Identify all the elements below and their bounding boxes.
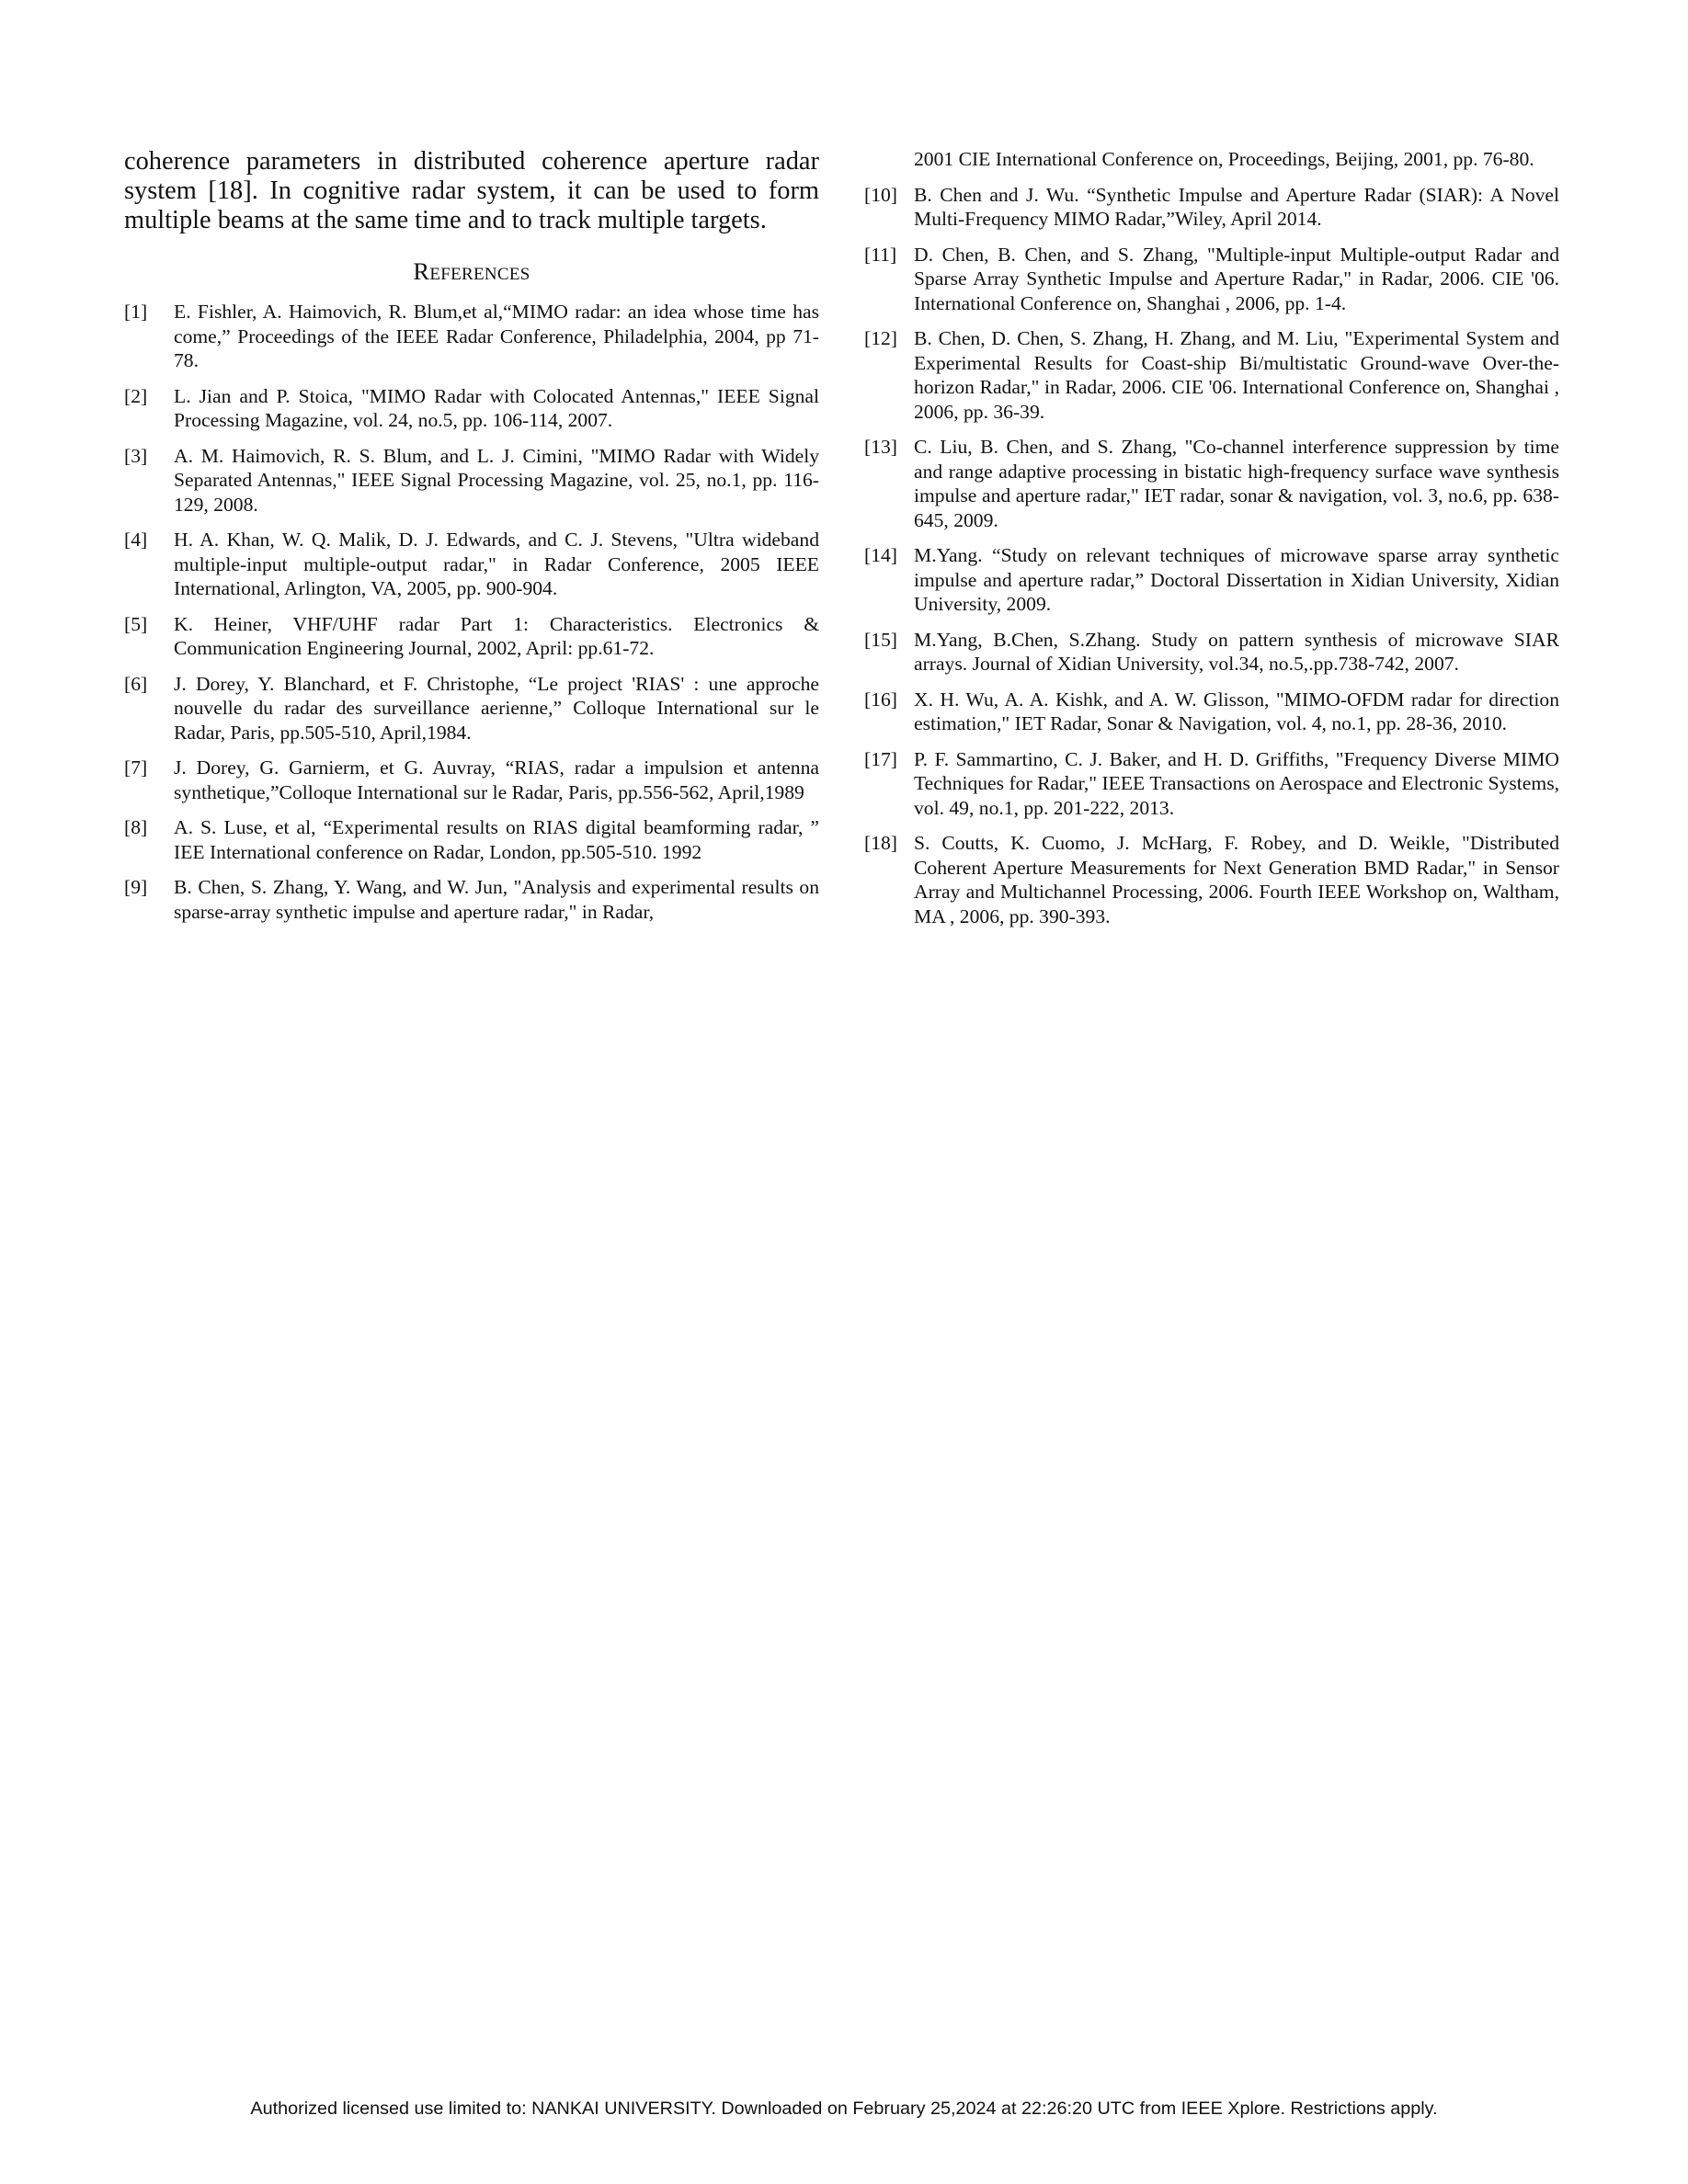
reference-item [864, 326, 1559, 424]
reference-number: [17] [864, 747, 897, 770]
reference-item [864, 747, 1559, 821]
reference-item [864, 688, 1559, 736]
license-footer: Authorized licensed use limited to: NANKAI UNIVERSITY. Downloaded on February 25,2024 at 22:26:20 UTC from IEEE Xplore. Restrictions apply. [250, 2099, 1438, 2119]
reference-text: B. Chen, S. Zhang, Y. Wang, and W. Jun, "Analysis and experimental results on sparse-array synthetic impulse and aperture radar," in Radar, [174, 876, 819, 923]
intro-paragraph: coherence parameters in distributed coherence aperture radar system [18]. In cognitive radar system, it can be used to form multiple beams at the same time and to track multiple targets. [124, 147, 819, 234]
reference-number: [7] [124, 756, 148, 779]
reference-number: [14] [864, 544, 897, 566]
reference-item [864, 831, 1559, 928]
reference-item [124, 528, 819, 601]
reference-list-left [124, 300, 819, 924]
reference-number: [18] [864, 832, 897, 854]
reference-text: M.Yang, B.Chen, S.Zhang. Study on pattern synthesis of microwave SIAR arrays. Journal of Xidian University, vol.34, no.5,.pp.738-742, 2007. [914, 628, 1559, 675]
reference-number: [1] [124, 301, 148, 323]
reference-text: J. Dorey, G. Garnierm, et G. Auvray, “RIAS, radar a impulsion et antenna synthetique,”Colloque International sur le Radar, Paris, pp.556-562, April,1989 [174, 756, 819, 803]
reference-item [864, 183, 1559, 232]
reference-item [124, 384, 819, 433]
reference-number: [11] [864, 243, 897, 266]
reference-item [124, 672, 819, 745]
reference-text: C. Liu, B. Chen, and S. Zhang, "Co-channel interference suppression by time and range adaptive processing in bistatic high-frequency surface wave synthesis impulse and aperture radar," IET radar, sonar & navigation, vol. 3, no.6, pp. 638-645, 2009. [914, 436, 1559, 531]
reference-item [124, 300, 819, 373]
reference-text: L. Jian and P. Stoica, "MIMO Radar with Colocated Antennas," IEEE Signal Processing Magazine, vol. 24, no.5, pp. 106-114, 2007. [174, 384, 819, 431]
left-column [124, 147, 819, 935]
reference-text: S. Coutts, K. Cuomo, J. McHarg, F. Robey, and D. Weikle, "Distributed Coherent Aperture Measurements for Next Generation BMD Radar," in Sensor Array and Multichannel Processing, 2006. Fourth IEEE Workshop on, Waltham, MA , 2006, pp. 390-393. [914, 832, 1559, 927]
reference-text: K. Heiner, VHF/UHF radar Part 1: Characteristics. Electronics & Communication Engineering Journal, 2002, April: pp.61-72. [174, 612, 819, 659]
reference-number: [10] [864, 183, 897, 206]
reference-item [124, 612, 819, 661]
references-heading: References [413, 257, 530, 285]
reference-number: [5] [124, 612, 148, 635]
reference-number: [12] [864, 327, 897, 349]
reference-number: [2] [124, 384, 148, 407]
reference-item [864, 435, 1559, 532]
reference-number: [9] [124, 876, 148, 898]
reference-number: [3] [124, 444, 148, 467]
reference-item [864, 628, 1559, 677]
reference-text: E. Fishler, A. Haimovich, R. Blum,et al,“MIMO radar: an idea whose time has come,” Proceedings of the IEEE Radar Conference, Philadelphia, 2004, pp 71-78. [174, 301, 819, 371]
reference-text: B. Chen, D. Chen, S. Zhang, H. Zhang, and M. Liu, "Experimental System and Experimental Results for Coast-ship Bi/multistatic Ground-wave Over-the-horizon Radar," in Radar, 2006. CIE '06. International Conference on, Shanghai , 2006, pp. 36-39. [914, 327, 1559, 423]
reference-item [124, 756, 819, 804]
reference-list-right [864, 183, 1559, 929]
reference-text: P. F. Sammartino, C. J. Baker, and H. D. Griffiths, "Frequency Diverse MIMO Techniques for Radar," IEEE Transactions on Aerospace and Electronic Systems, vol. 49, no.1, pp. 201-222, 2013. [914, 747, 1559, 819]
reference-number: [16] [864, 688, 897, 711]
reference-text: H. A. Khan, W. Q. Malik, D. J. Edwards, and C. J. Stevens, "Ultra wideband multiple-input multiple-output radar," in Radar Conference, 2005 IEEE International, Arlington, VA, 2005, pp. 900-904. [174, 529, 819, 599]
reference-number: [15] [864, 628, 897, 651]
reference-text: B. Chen and J. Wu. “Synthetic Impulse and Aperture Radar (SIAR): A Novel Multi-Frequency MIMO Radar,”Wiley, April 2014. [914, 183, 1559, 230]
reference-number: [13] [864, 436, 897, 458]
reference-text: D. Chen, B. Chen, and S. Zhang, "Multiple-input Multiple-output Radar and Sparse Array Synthetic Impulse and Aperture Radar," in Radar, 2006. CIE '06. International Conference on, Shanghai , 2006, pp. 1-4. [914, 243, 1559, 314]
reference-text: A. S. Luse, et al, “Experimental results on RIAS digital beamforming radar, ” IEE International conference on Radar, London, pp.505-510. 1992 [174, 816, 819, 863]
right-column [864, 147, 1559, 939]
reference-item [864, 543, 1559, 617]
reference-text: M.Yang. “Study on relevant techniques of microwave sparse array synthetic impulse and aperture radar,” Doctoral Dissertation in Xidian University, Xidian University, 2009. [914, 544, 1559, 615]
reference-item [864, 243, 1559, 316]
reference-item [124, 875, 819, 924]
reference-number: [6] [124, 672, 148, 695]
reference-number: [8] [124, 816, 148, 838]
reference-item [124, 444, 819, 518]
reference-9-continuation: 2001 CIE International Conference on, Proceedings, Beijing, 2001, pp. 76-80. [914, 148, 1534, 170]
reference-text: J. Dorey, Y. Blanchard, et F. Christophe, “Le project 'RIAS' : une approche nouvelle du radar des surveillance aerienne,” Colloque International sur le Radar, Paris, pp.505-510, April,1984. [174, 672, 819, 744]
reference-text: A. M. Haimovich, R. S. Blum, and L. J. Cimini, "MIMO Radar with Widely Separated Antennas," IEEE Signal Processing Magazine, vol. 25, no.1, pp. 116-129, 2008. [174, 444, 819, 516]
reference-item [124, 815, 819, 864]
reference-text: X. H. Wu, A. A. Kishk, and A. W. Glisson, "MIMO-OFDM radar for direction estimation," IET Radar, Sonar & Navigation, vol. 4, no.1, pp. 28-36, 2010. [914, 688, 1559, 734]
reference-number: [4] [124, 529, 148, 551]
